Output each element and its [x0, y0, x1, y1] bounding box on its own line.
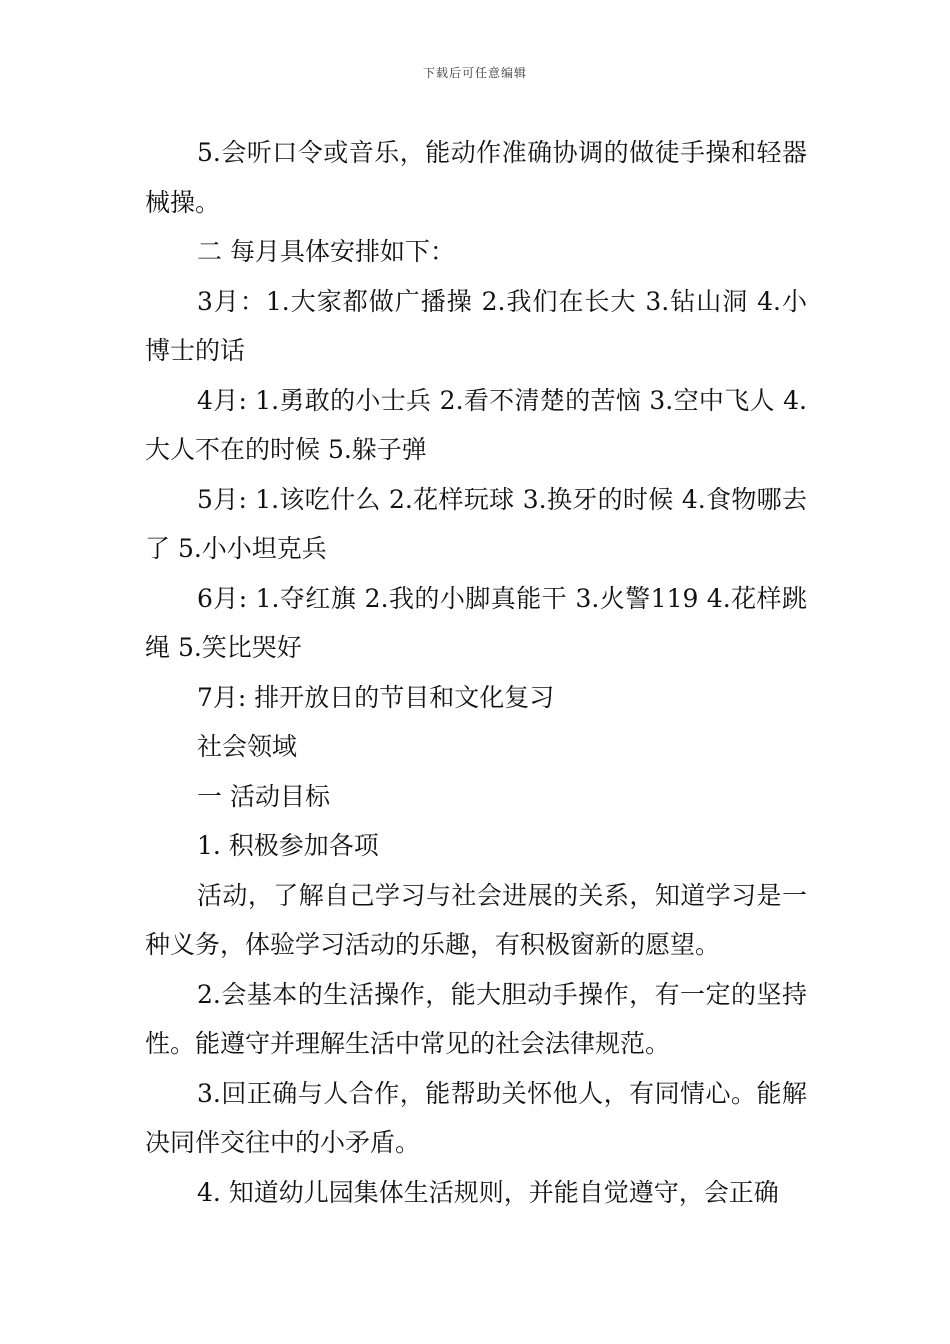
paragraph-goal-2: 2.会基本的生活操作，能大胆动手操作，有一定的坚持性。能遵守并理解生活中常见的社会法律规范。: [145, 979, 807, 1058]
document-body: [145, 128, 807, 1217]
section-heading-monthly-plan: 二 每月具体安排如下：: [197, 237, 455, 266]
section-heading-social-domain: 社会领域: [197, 732, 298, 761]
page-header: 下载后可任意编辑: [422, 66, 527, 80]
paragraph-may: 5月: 1.该吃什么 2.花样玩球 3.换牙的时候 4.食物哪去了 5.小小坦克兵: [145, 484, 807, 563]
paragraph-item-5: 5.会听口令或音乐，能动作准确协调的做徒手操和轻器械操。: [145, 138, 807, 217]
paragraph-goal-3: 3.回正确与人合作，能帮助关怀他人，有同情心。能解决同伴交往中的小矛盾。: [145, 1078, 807, 1157]
paragraph-goal-1-detail: 活动，了解自己学习与社会进展的关系，知道学习是一种义务，体验学习活动的乐趣，有积极窗新的愿望。: [145, 880, 807, 959]
paragraph-march: 3月：1.大家都做广播操 2.我们在长大 3.钻山洞 4.小博士的话: [145, 286, 807, 365]
section-heading-activity-goals: 一 活动目标: [197, 781, 330, 811]
paragraph-april: 4月: 1.勇敢的小士兵 2.看不清楚的苦恼 3.空中飞人 4.大人不在的时候 5.躲子弹: [145, 385, 807, 464]
paragraph-june: 6月: 1.夺红旗 2.我的小脚真能干 3.火警119 4.花样跳绳 5.笑比哭好: [145, 583, 807, 662]
paragraph-goal-1: 1. 积极参加各项: [197, 831, 379, 860]
paragraph-goal-4: 4. 知道幼儿园集体生活规则，并能自觉遵守，会正确: [197, 1177, 779, 1207]
paragraph-july: 7月: 排开放日的节目和文化复习: [197, 682, 555, 712]
